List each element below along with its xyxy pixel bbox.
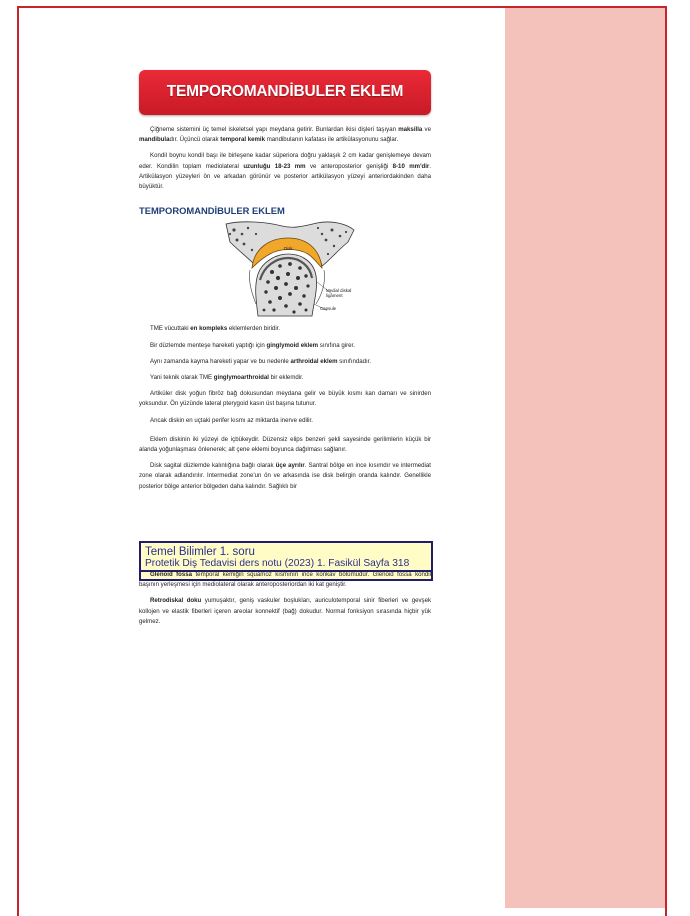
title-banner bbox=[139, 70, 431, 115]
paragraph-1: Çiğneme sistemini üç temel iskeletsel yapı meydana getirir. Bunlardan ikisi dişleri taşıyan maksilla ve mandibuladır. Üçüncü olarak temporal kemik mandibulanın kafatası ile artikülasyonunu sağlar. bbox=[139, 126, 431, 144]
paragraph-12: Retrodiskal doku yumuşaktır, geniş vaskuler boşlukları, auriculotemporal sinir fiberleri ve gevşek kollojen ve elastik fiberleri içeren areolar konnektif (bağ) dokudur. Normal fonksiyon sırasında hiçbir yük gelmez. bbox=[139, 597, 432, 625]
banner-title: TEMPOROMANDİBULER EKLEM bbox=[166, 83, 404, 101]
note-source: Protetik Diş Tedavisi ders notu (2023) 1. Fasikül Sayfa 318 bbox=[145, 558, 410, 569]
paragraph-2: Kondil boynu kondil başı ile birleşene kadar süperiora doğru yaklaşık 2 cm kadar genişlemeye devam eder. Kondilin toplam mediolateral uzunluğu 18-23 mm ve anteroposterior genişliği 8-10 mm'dir. Artikülasyon yüzeyleri ön ve arkadan görünür ve posterior artikülasyon yüzeyi anteriordakinden daha büyüktür. bbox=[139, 152, 432, 191]
paragraph-6: Yani teknik olarak TME ginglymoarthroidal bir eklemdir. bbox=[150, 374, 304, 382]
paragraph-9: Eklem diskinin iki yüzeyi de içbükeydir. Düzensiz elips benzeri şekli sayesinde gerilimlerin küçük bir alanda yoğunlaşması önlenerek; alt çene eklemi boyunca dağılması sağlanır. bbox=[139, 435, 431, 454]
paragraph-5: Aynı zamanda kayma hareketi yapar ve bu nedenle arthroidal eklem sınıfındadır. bbox=[150, 357, 372, 365]
section-heading: TEMPOROMANDİBULER EKLEM bbox=[139, 205, 285, 217]
paragraph-3: TME vücuttaki en kompleks eklemlerden biridir. bbox=[150, 325, 281, 333]
paragraph-4: Bir düzlemde menteşe hareketi yaptığı için ginglymoid eklem sınıfına girer. bbox=[150, 341, 355, 349]
tmj-illustration bbox=[222, 220, 357, 318]
note-title: Temel Bilimler 1. soru bbox=[145, 546, 255, 558]
disk-label: Disk bbox=[284, 246, 293, 252]
paragraph-7: Artiküler disk yoğun fibröz bağ dokusundan meydana gelir ve büyük kısmı kan damarı ve sinirden yoksundur. Ön yüzünde lateral pterygoid kasın üst başına tutunur. bbox=[139, 390, 431, 408]
paragraph-11: Glenoid fossa temporal kemiğin squamoz kısmının ince konkav bölümüdür. Glenoid fossa kondil başının yerleşmesi için mediolateral olarak anteroposteriordan iki kat geniştir. bbox=[139, 571, 431, 589]
document-body bbox=[139, 70, 431, 492]
ligament-label-2: ligament bbox=[326, 293, 343, 299]
document-body-continued bbox=[139, 570, 431, 627]
ligament-label-1: Medial diskal bbox=[326, 288, 352, 294]
tmj-drawing bbox=[222, 220, 357, 318]
capsule-label: Capsule bbox=[320, 306, 337, 312]
paragraph-8: Ancak diskin en uçtaki perifer kısmı az miktarda inerve edilir. bbox=[150, 416, 313, 424]
right-margin-panel bbox=[505, 8, 665, 908]
paragraph-10: Disk sagital düzlemde kalınlığına bağlı olarak üçe ayrılır. Santral bölge en ince kısımdır ve intermediat zone olarak adlandırılır. Intermediat zone'un ön ve arkasında ise disk belirgin oranda kalındır. Genellikle posterior bölge anterior bölgeden daha kalındır. Sağlıklı bir bbox=[139, 462, 431, 490]
